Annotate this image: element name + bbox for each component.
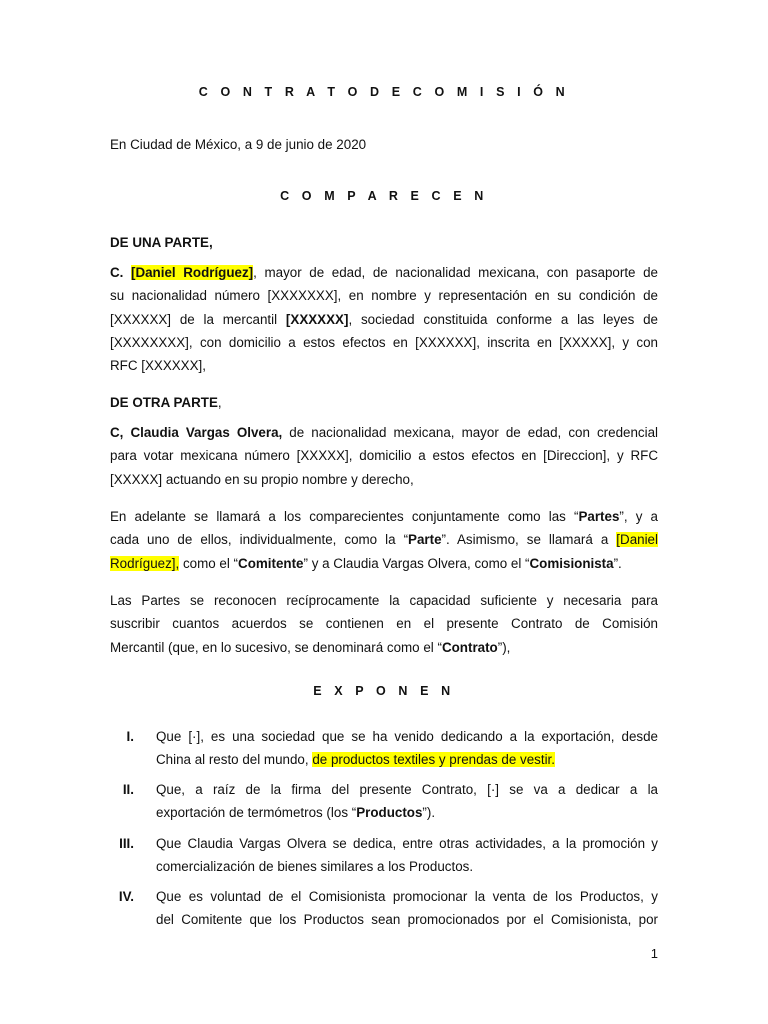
adelante-l2-a: cada uno de ellos, individualmente, como la “ xyxy=(110,532,409,548)
item-text xyxy=(156,778,658,825)
reconocen-line-2: suscribir cuantos acuerdos se contienen en el presente Contrato de Comisión xyxy=(110,616,658,632)
party1-company: [XXXXXX] xyxy=(285,311,349,327)
partes-reconocen-paragraph xyxy=(110,589,658,659)
adelante-l3-a: como el “ xyxy=(179,555,239,571)
party2-paragraph xyxy=(110,421,658,491)
partes-term: Partes xyxy=(578,509,620,524)
adelante-l1-a: En adelante se llamará a los comparecientes conjuntamente como las “ xyxy=(110,509,579,524)
adelante-line-3 xyxy=(110,552,658,575)
party2-line-3: [XXXXX] actuando en su propio nombre y derecho, xyxy=(110,471,414,487)
comisionista-term: Comisionista xyxy=(529,555,614,571)
party1-line-2: su nacionalidad número [XXXXXXX], en nombre y representación en su condición de xyxy=(110,288,658,304)
adelante-l3-c: ”. xyxy=(613,555,622,571)
highlight-daniel: [Daniel xyxy=(616,532,658,548)
party1-prefix: C. xyxy=(110,265,131,280)
item4-line-2: del Comitente que los Productos sean promocionados por el Comisionista, por xyxy=(156,912,658,928)
item1-l2-a: China al resto del mundo, xyxy=(156,752,313,768)
reconocen-line-1: Las Partes se reconocen recíprocamente la capacidad suficiente y necesaria para xyxy=(110,593,658,608)
party2-name: C, Claudia Vargas Olvera, xyxy=(110,425,283,440)
contrato-term: Contrato xyxy=(441,639,498,655)
item2-l2-a: exportación de termómetros (los “ xyxy=(156,805,357,821)
item-number: III. xyxy=(119,836,134,851)
item-text xyxy=(156,725,658,772)
reconocen-l3-a: Mercantil (que, en lo sucesivo, se denominará como el “ xyxy=(110,639,442,655)
adelante-line-1 xyxy=(110,505,658,528)
item4-line-1: Que es voluntad de el Comisionista promocionar la venta de los Productos, y xyxy=(156,889,658,904)
page-number: 1 xyxy=(650,946,658,961)
item1-line-1: Que [·], es una sociedad que se ha venido dedicando a la exportación, desde xyxy=(156,729,658,744)
party1-line3-a: [XXXXXX] de la mercantil xyxy=(110,311,286,327)
highlight-textiles: de productos textiles y prendas de vestir. xyxy=(312,752,555,768)
document-title: C O N T R A T O D E C O M I S I Ó N xyxy=(198,85,570,99)
adelante-l2-b: ”. Asimismo, se llamará a xyxy=(441,532,617,548)
reconocen-l3-b: ”), xyxy=(497,639,511,655)
party1-paragraph xyxy=(110,261,658,377)
comparecen-heading: C O M P A R E C E N xyxy=(280,189,488,203)
de-una-parte-heading: DE UNA PARTE, xyxy=(110,235,213,250)
parte-term: Parte xyxy=(408,532,442,548)
adelante-l3-b: ” y a Claudia Vargas Olvera, como el “ xyxy=(303,555,530,571)
adelante-paragraph xyxy=(110,505,658,575)
party1-line-4: [XXXXXXXX], con domicilio a estos efectos en [XXXXXX], inscrita en [XXXXX], y con xyxy=(110,334,658,350)
adelante-l1-b: ”, y a xyxy=(619,509,659,524)
item2-l2-b: ”). xyxy=(422,805,436,821)
item3-line-1: Que Claudia Vargas Olvera se dedica, entre otras actividades, a la promoción y xyxy=(156,836,658,851)
highlight-rodriguez: Rodríguez], xyxy=(110,555,180,571)
de-otra-parte-heading xyxy=(110,391,658,414)
productos-term: Productos xyxy=(356,805,423,821)
reconocen-line-3 xyxy=(110,636,658,659)
party1-line-5: RFC [XXXXXX], xyxy=(110,358,206,374)
comitente-term: Comitente xyxy=(238,555,304,571)
item2-line-2 xyxy=(156,801,658,824)
party2-line-1 xyxy=(110,421,658,444)
exponen-heading: E X P O N E N xyxy=(313,684,455,698)
item-text xyxy=(156,832,658,879)
item2-line-1: Que, a raíz de la firma del presente Contrato, [·] se va a dedicar a la xyxy=(156,782,658,797)
item1-line-2 xyxy=(156,748,658,771)
party1-line-1 xyxy=(110,261,658,284)
party1-line-3 xyxy=(110,308,658,331)
de-otra-parte-comma: , xyxy=(217,395,222,410)
item-number: IV. xyxy=(118,889,134,904)
party1-name: [Daniel Rodríguez] xyxy=(130,265,254,280)
party1-line3-b: , sociedad constituida conforme a las leyes de xyxy=(348,311,658,327)
item-number: I. xyxy=(126,729,134,744)
item-number: II. xyxy=(122,782,134,797)
party1-line1-text: , mayor de edad, de nacionalidad mexicana, con pasaporte de xyxy=(253,265,658,280)
item-text xyxy=(156,885,658,932)
party2-line1-text: de nacionalidad mexicana, mayor de edad, con credencial xyxy=(282,425,659,440)
place-date: En Ciudad de México, a 9 de junio de 2020 xyxy=(110,137,367,152)
item3-line-2: comercialización de bienes similares a los Productos. xyxy=(156,859,474,875)
de-otra-parte-label: DE OTRA PARTE xyxy=(110,395,218,410)
party2-line-2: para votar mexicana número [XXXXX], domicilio a estos efectos en [Direccion], y RFC xyxy=(110,448,658,464)
adelante-line-2 xyxy=(110,528,658,551)
